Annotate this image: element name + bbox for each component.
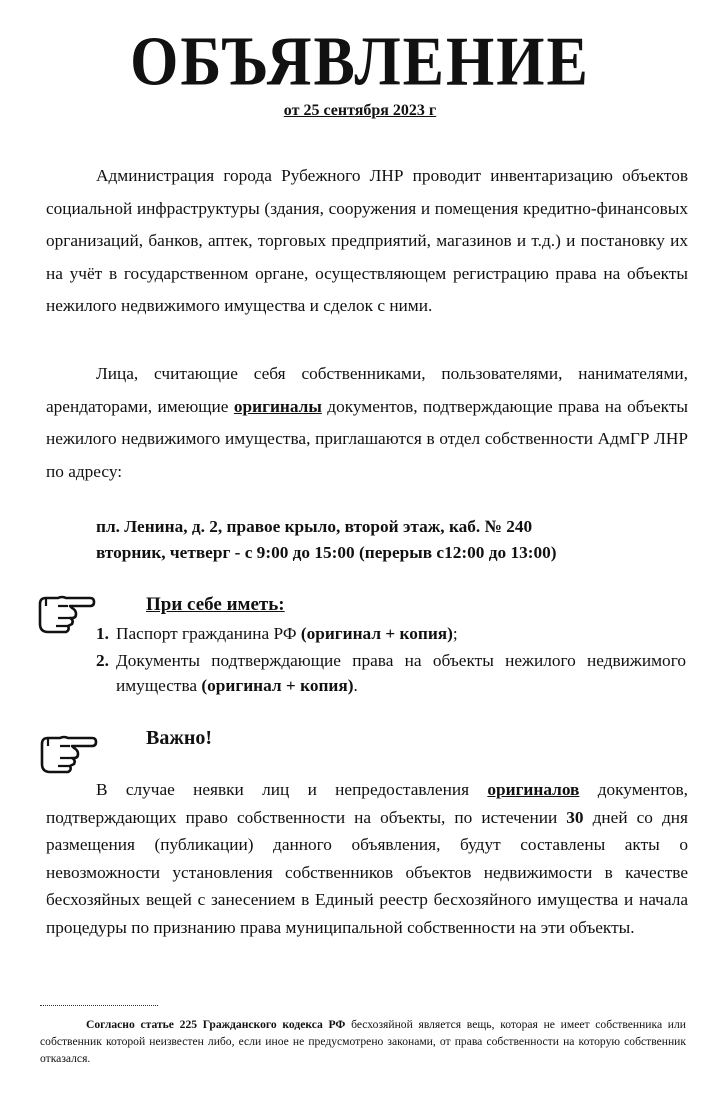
invitation-text-1: Лица, считающие себя собственниками, пользователями, нанимателями, арендаторами, имеющие [46,364,688,416]
item-text: Документы подтверждающие права на объекты нежилого недвижимого имущества [116,651,686,695]
item-number: 2. [96,651,109,670]
originals-emphasis: оригиналы [233,396,322,416]
invitation-paragraph [46,358,688,488]
important-heading: Важно! [146,727,213,749]
item-end: . [353,676,358,695]
important-text-1: В случае неявки лиц и непредоставления [96,780,488,799]
footnote-divider [40,1005,158,1006]
important-text-3: дней со дня размещения (публикации) данного объявления, будут составлены акты о невозможности установления собственников объектов недвижимости в качестве бесхозяйных вещей с занесением в Единый реестр бесхозяйного имущества и начала процедуры по признанию права муниципальной собственности на эти объекты. [46,807,688,937]
item-text: Паспорт гражданина РФ [116,624,301,643]
address-line: пл. Ленина, д. 2, правое крыло, второй этаж, каб. № 240 [96,517,533,536]
schedule-line: вторник, четверг - с 9:00 до 15:00 (перерыв с12:00 до 13:00) [96,543,557,562]
item-number: 1. [96,624,109,643]
list-item [96,648,686,698]
list-item [96,621,686,646]
announcement-date: от 25 сентября 2023 г [283,102,437,119]
footnote-text: бесхозяйной является вещь, которая не имеет собственника или собственник которой неизвестен либо, если иное не предусмотрено законами, от права собственности на которую собственник отказался. [40,1018,687,1065]
originals-emphasis: оригиналов [487,780,580,799]
intro-paragraph: Администрация города Рубежного ЛНР проводит инвентаризацию объектов социальной инфраструктуры (здания, сооружения и помещения кредитно-финансовых организаций, банков, аптек, торговых предприятий, магазинов и т.д.) и постановку их на учёт в государственном органе, осуществляющем регистрацию права на объекты нежилого недвижимого имущества и сделок с ними. [46,166,688,315]
page-title: ОБЪЯВЛЕНИЕ [130,23,590,101]
footnote [40,1016,686,1067]
item-end: ; [452,624,458,643]
item-bold: (оригинал + копия) [300,624,453,643]
bring-heading: При себе иметь: [146,594,285,615]
invitation-text-2: документов, подтверждающие права на объекты нежилого недвижимого имущества, приглашаются в отдел собственности АдмГР ЛНР по адресу: [46,396,689,481]
important-text-2: документов, подтверждающих право собственности на объекты, по истечении [46,780,688,827]
item-bold: (оригинал + копия) [201,676,354,695]
footnote-bold: Согласно статье 225 Гражданского кодекса РФ [86,1018,346,1031]
important-paragraph [46,776,688,941]
pointing-hand-icon [38,730,98,774]
days-count: 30 [566,807,584,827]
pointing-hand-icon [36,590,96,634]
